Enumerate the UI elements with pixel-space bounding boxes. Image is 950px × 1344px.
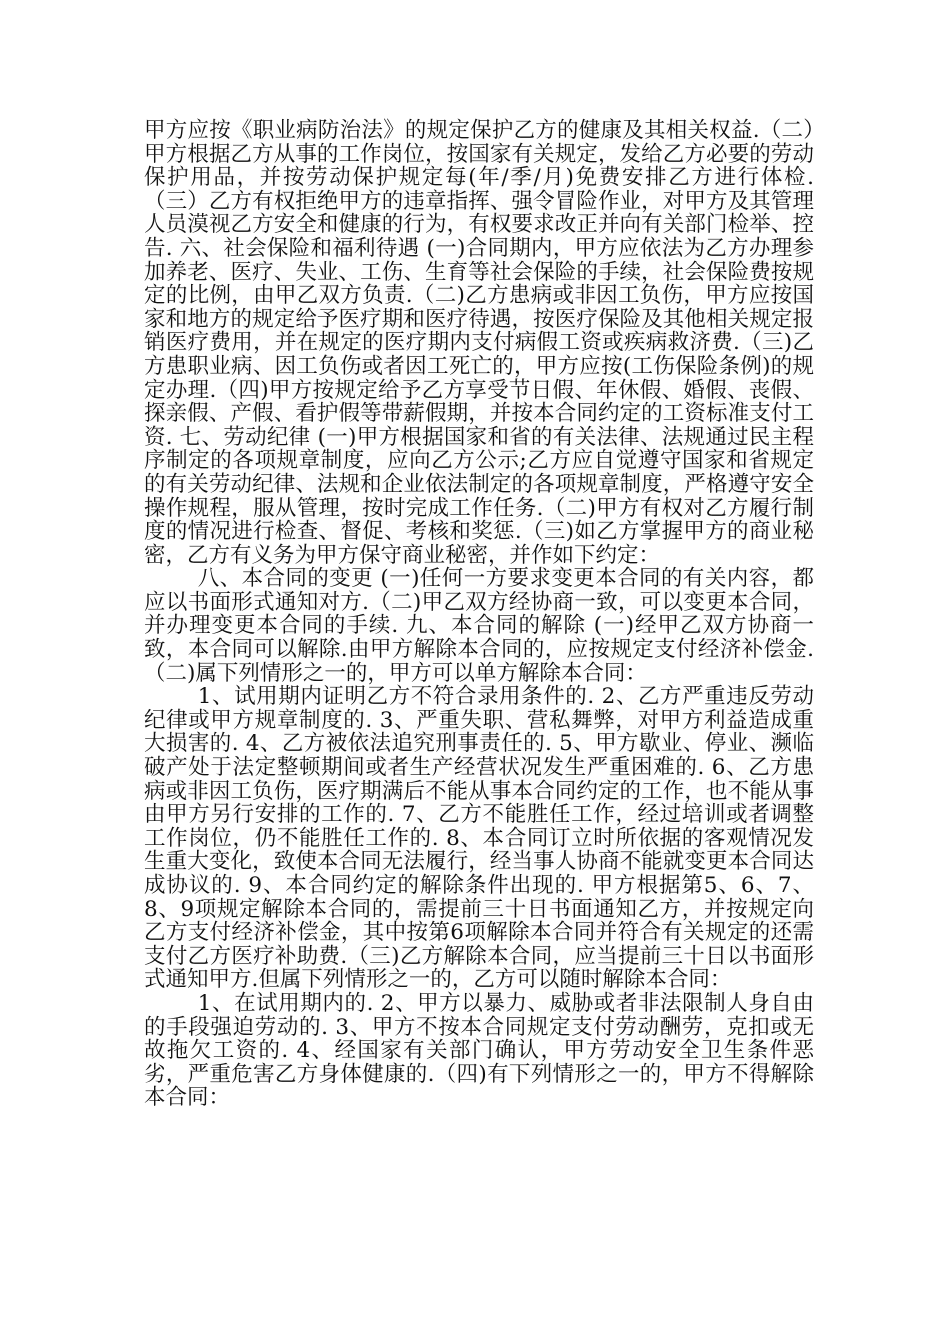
paragraph-contract-change-termination: 八、本合同的变更 (一)任何一方要求变更本合同的有关内容，都应以书面形式通知对方.（二)甲乙双方经协商一致，可以变更本合同，并办理变更本合同的手续. 九、本合同的解除 (一)经甲乙双方协商一致，本合同可以解除.由甲方解除本合同的，应按规定支付经济补偿金.（二)属下列情形之一的，甲方可以单方解除本合同：	[144, 566, 814, 686]
paragraph-employee-termination-grounds: 1、在试用期内的. 2、甲方以暴力、威胁或者非法限制人身自由的手段强迫劳动的. 3、甲方不按本合同规定支付劳动酬劳，克扣或无故拖欠工资的. 4、经国家有关部门确认，甲方劳动安全卫生条件恶劣，严重危害乙方身体健康的.（四)有下列情形之一的，甲方不得解除本合同：	[144, 990, 814, 1111]
contract-body-text	[144, 119, 814, 1110]
paragraph-health-insurance-discipline: 甲方应按《职业病防治法》的规定保护乙方的健康及其相关权益.（二）甲方根据乙方从事的工作岗位，按国家有关规定，发给乙方必要的劳动保护用品，并按劳动保护规定每(年/季/月)免费安排乙方进行体检.（三）乙方有权拒绝甲方的违章指挥、强令冒险作业，对甲方及其管理人员漠视乙方安全和健康的行为，有权要求改正并向有关部门检举、控告. 六、社会保险和福利待遇 (一)合同期内，甲方应依法为乙方办理参加养老、医疗、失业、工伤、生育等社会保险的手续，社会保险费按规定的比例，由甲乙双方负责.（二)乙方患病或非因工负伤，甲方应按国家和地方的规定给予医疗期和医疗待遇，按医疗保险及其他相关规定报销医疗费用，并在规定的医疗期内支付病假工资或疾病救济费.（三)乙方患职业病、因工负伤或者因工死亡的，甲方应按(工伤保险条例)的规定办理.（四)甲方按规定给予乙方享受节日假、年休假、婚假、丧假、探亲假、产假、看护假等带薪假期，并按本合同约定的工资标准支付工资. 七、劳动纪律 (一)甲方根据国家和省的有关法律、法规通过民主程序制定的各项规章制度，应向乙方公示;乙方应自觉遵守国家和省规定的有关劳动纪律、法规和企业依法制定的各项规章制度，严格遵守安全操作规程，服从管理，按时完成工作任务.（二)甲方有权对乙方履行制度的情况进行检查、督促、考核和奖惩.（三)如乙方掌握甲方的商业秘密，乙方有义务为甲方保守商业秘密，并作如下约定：	[144, 118, 814, 568]
paragraph-employer-termination-grounds: 1、试用期内证明乙方不符合录用条件的. 2、乙方严重违反劳动纪律或甲方规章制度的. 3、严重失职、营私舞弊，对甲方利益造成重大损害的. 4、乙方被依法追究刑事责任的. 5、甲方歇业、停业、濒临破产处于法定整顿期间或者生产经营状况发生严重困难的. 6、乙方患病或非因工负伤，医疗期满后不能从事本合同约定的工作，也不能从事由甲方另行安排的工作的. 7、乙方不能胜任工作，经过培训或者调整工作岗位，仍不能胜任工作的. 8、本合同订立时所依据的客观情况发生重大变化，致使本合同无法履行，经当事人协商不能就变更本合同达成协议的. 9、本合同约定的解除条件出现的. 甲方根据第5、6、7、8、9项规定解除本合同的，需提前三十日书面通知乙方，并按规定向乙方支付经济补偿金，其中按第6项解除本合同并符合有关规定的还需支付乙方医疗补助费.（三)乙方解除本合同，应当提前三十日以书面形式通知甲方.但属下列情形之一的，乙方可以随时解除本合同：	[144, 684, 814, 993]
